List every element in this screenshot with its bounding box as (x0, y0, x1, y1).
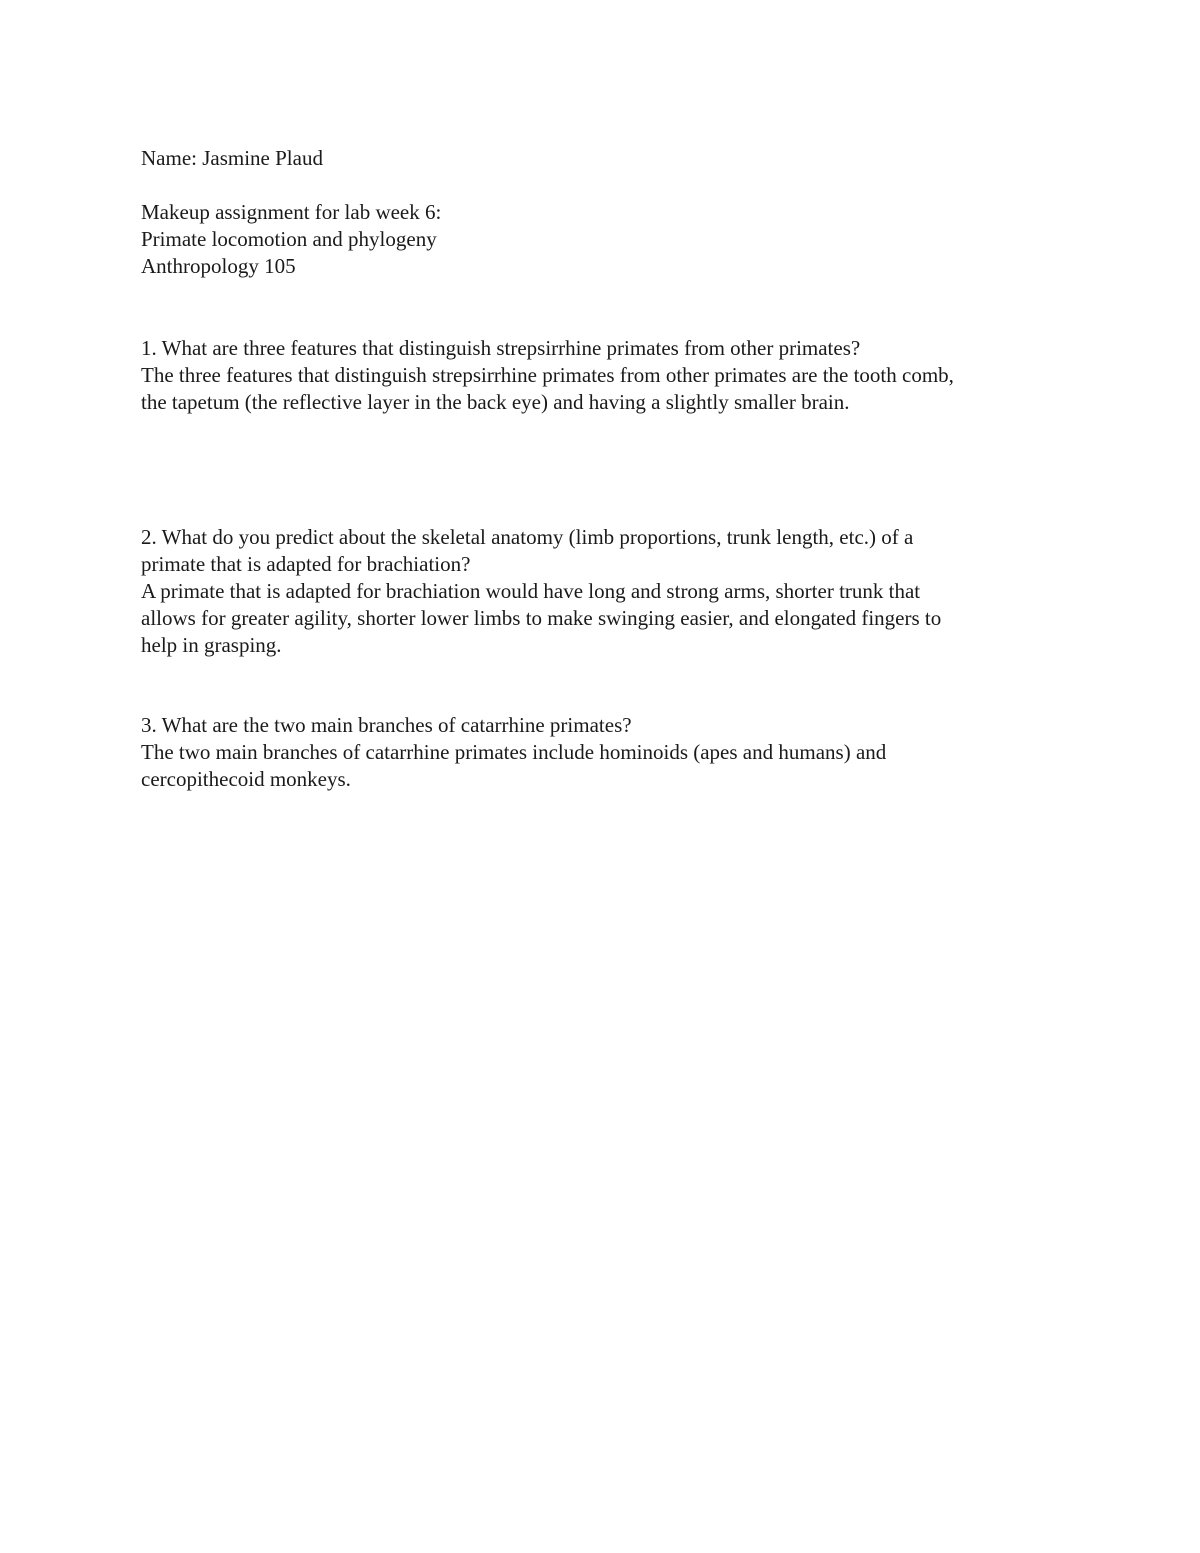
answer-3-line: cercopithecoid monkeys. (141, 767, 351, 791)
question-3: 3. What are the two main branches of catarrhine primates? (141, 713, 632, 737)
answer-3-line: The two main branches of catarrhine primates include hominoids (apes and humans) and (141, 740, 887, 764)
course-name: Anthropology 105 (141, 254, 296, 278)
question-2-line: primate that is adapted for brachiation? (141, 552, 471, 576)
answer-2-line: help in grasping. (141, 633, 282, 657)
assignment-topic: Primate locomotion and phylogeny (141, 227, 437, 251)
answer-2-line: A primate that is adapted for brachiation would have long and strong arms, shorter trunk that (141, 579, 921, 603)
answer-1-line: The three features that distinguish strepsirrhine primates from other primates are the tooth comb, (141, 363, 954, 387)
question-1: 1. What are three features that distinguish strepsirrhine primates from other primates? (141, 336, 861, 360)
assignment-title: Makeup assignment for lab week 6: (141, 200, 442, 224)
student-name: Name: Jasmine Plaud (141, 146, 323, 170)
answer-1-line: the tapetum (the reflective layer in the back eye) and having a slightly smaller brain. (141, 390, 850, 414)
question-2-line: 2. What do you predict about the skeletal anatomy (limb proportions, trunk length, etc.) of a (141, 525, 914, 549)
answer-2-line: allows for greater agility, shorter lower limbs to make swinging easier, and elongated fingers to (141, 606, 942, 630)
